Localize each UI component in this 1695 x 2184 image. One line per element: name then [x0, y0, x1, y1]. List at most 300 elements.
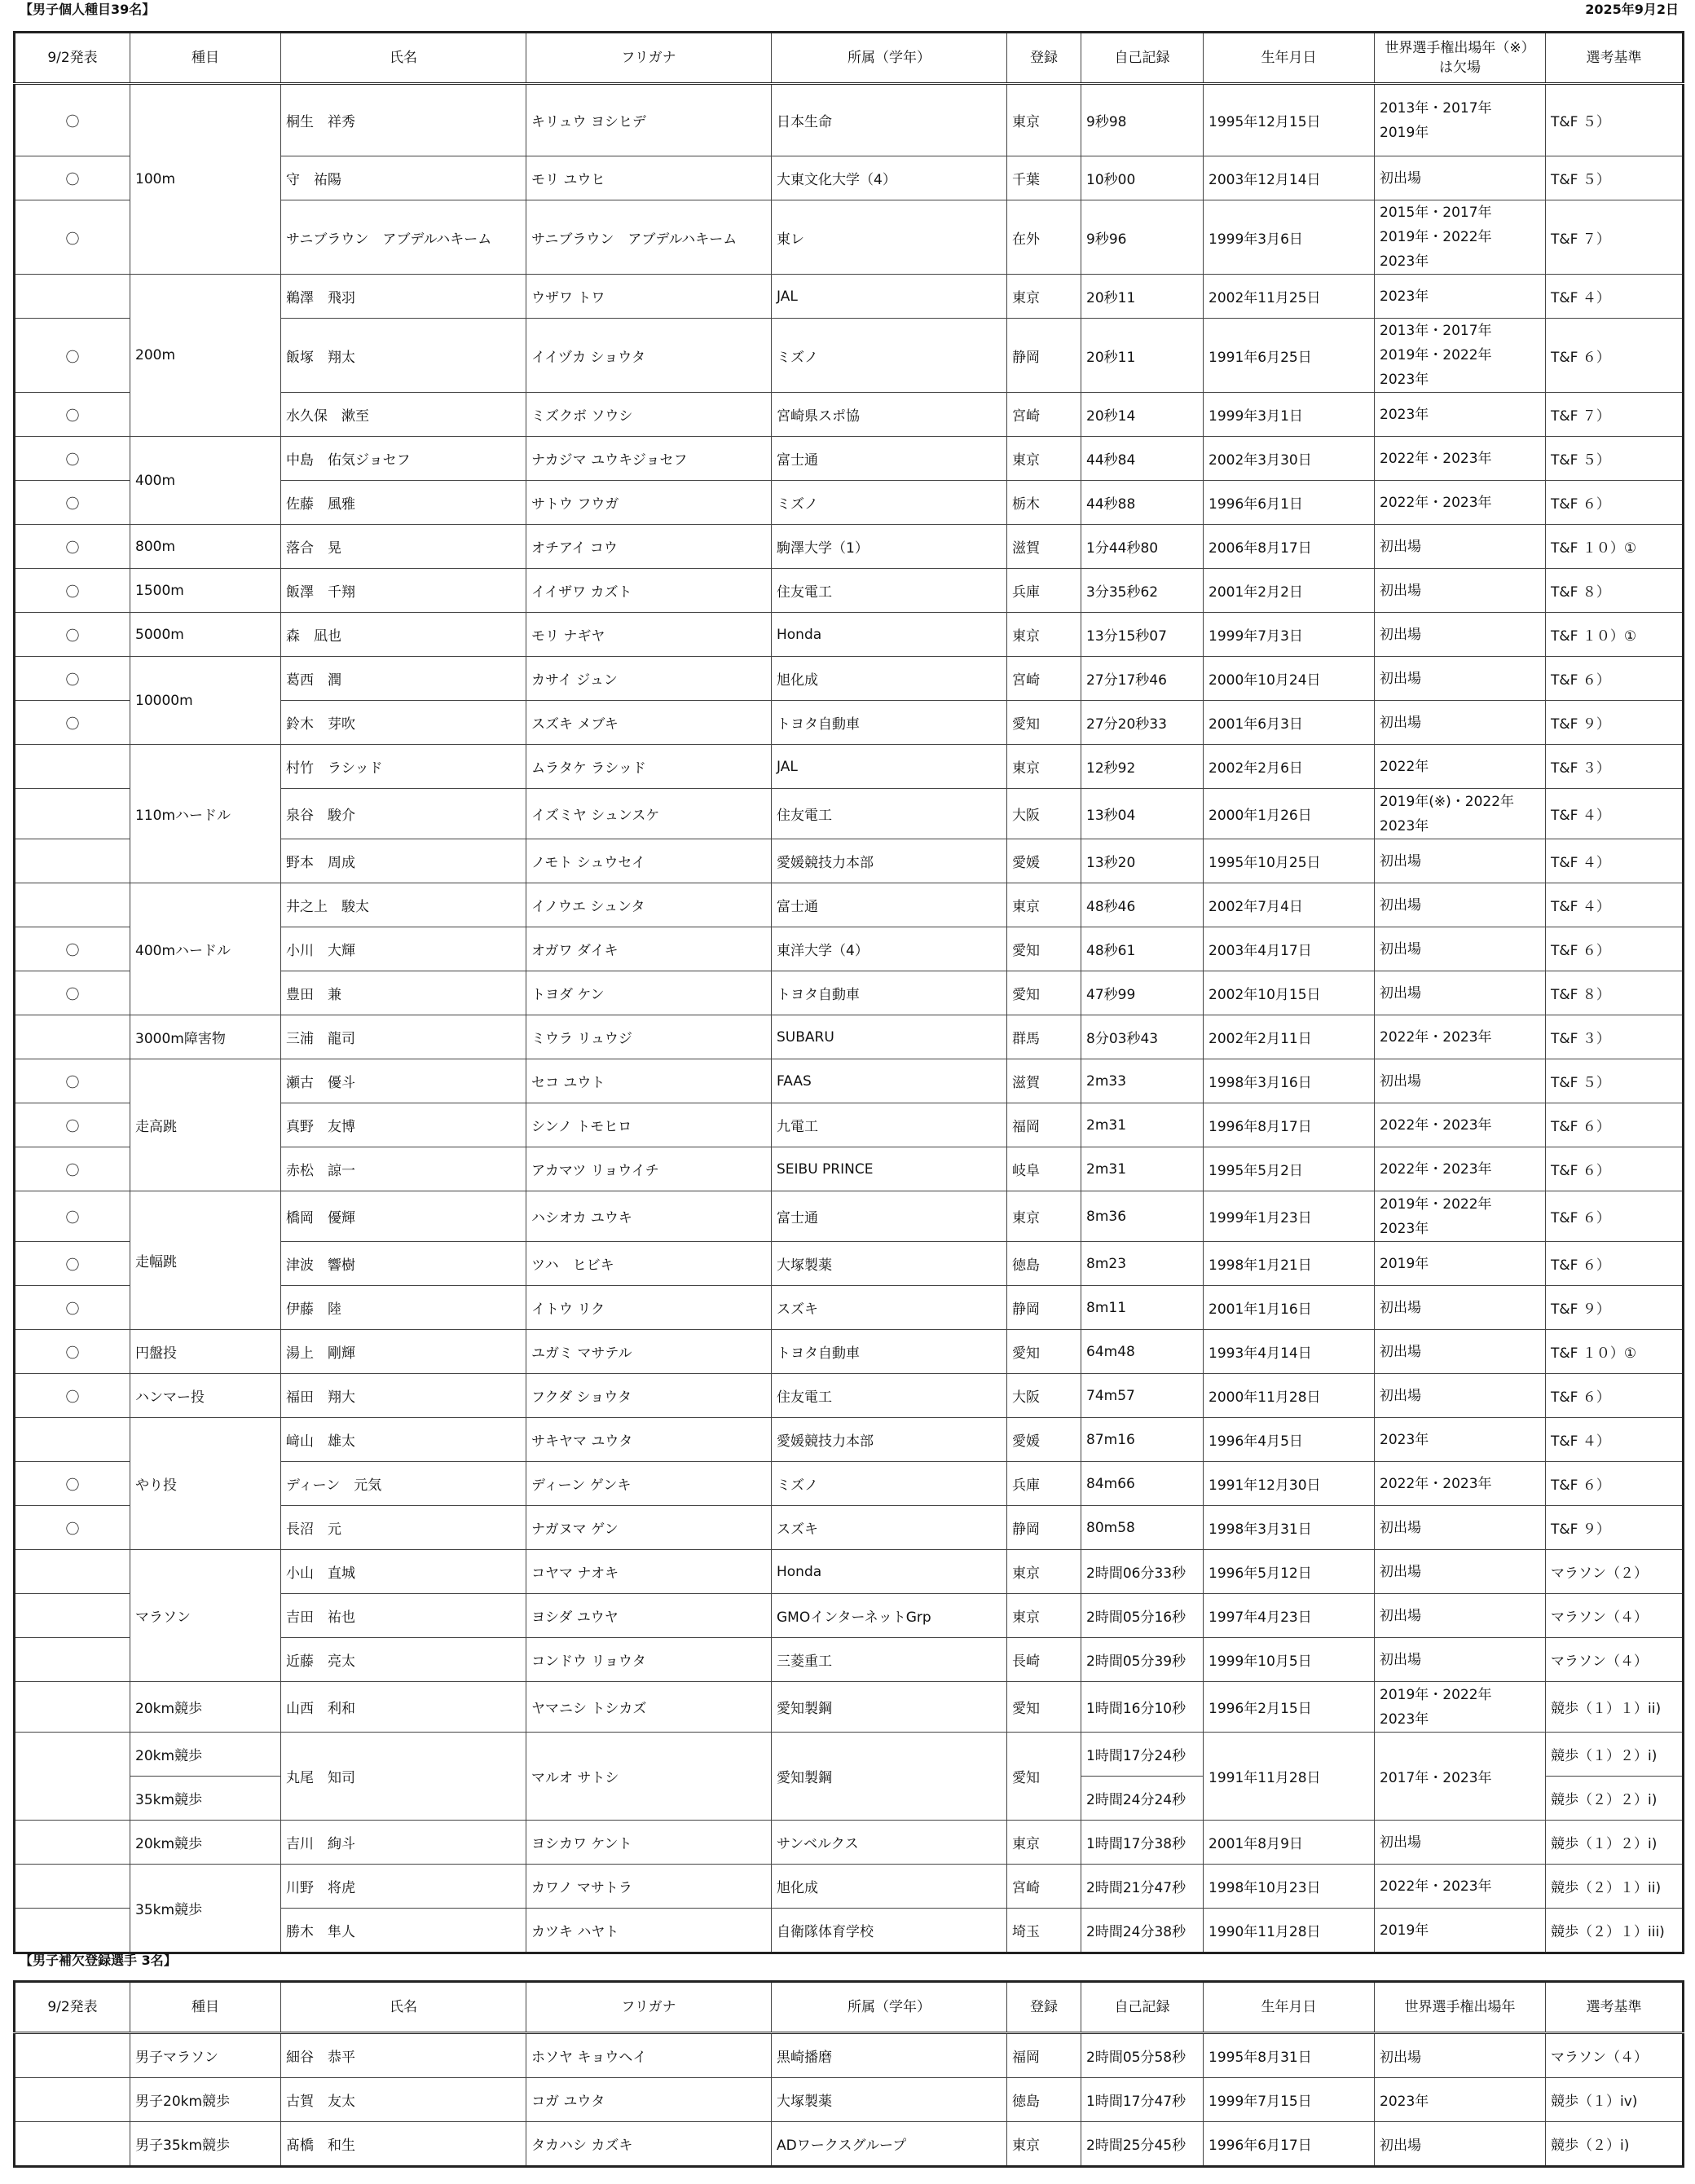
table-row [15, 569, 1684, 613]
athlete-name: 福田 翔大 [281, 1374, 526, 1418]
header-name: 氏名 [281, 1982, 526, 2033]
athlete-name: 桐生 祥秀 [281, 84, 526, 156]
athlete-name: 伊藤 陸 [281, 1286, 526, 1330]
wc-years: 初出場 [1375, 1059, 1546, 1103]
birthdate: 2002年3月30日 [1204, 437, 1375, 481]
header-announce: 9/2発表 [15, 33, 130, 84]
personal-best: 20秒14 [1081, 393, 1204, 437]
athlete-kana: ヤマニシ トシカズ [526, 1682, 772, 1733]
athlete-affiliation: ミズノ [772, 481, 1007, 525]
athlete-affiliation: 愛知製鋼 [772, 1682, 1007, 1733]
table-row [15, 1418, 1684, 1462]
athlete-region: 兵庫 [1007, 569, 1081, 613]
wc-years: 初出場 [1375, 525, 1546, 569]
selection-criteria: 競歩（２）２）i) [1546, 1777, 1684, 1821]
personal-best: 84m66 [1081, 1462, 1204, 1506]
personal-best: 1時間17分47秒 [1081, 2078, 1204, 2122]
wc-years: 初出場 [1375, 613, 1546, 657]
selection-criteria: T&F ６） [1546, 319, 1684, 393]
reserve-row [15, 2122, 1684, 2167]
selection-criteria: T&F ６） [1546, 1242, 1684, 1286]
athlete-kana: モリ ナギヤ [526, 613, 772, 657]
athlete-region: 東京 [1007, 1594, 1081, 1638]
announce-mark: 〇 [15, 1191, 130, 1242]
athlete-kana: サキヤマ ユウタ [526, 1418, 772, 1462]
birthdate: 2001年6月3日 [1204, 701, 1375, 745]
personal-best: 1時間16分10秒 [1081, 1682, 1204, 1733]
athlete-kana: ノモト シュウセイ [526, 839, 772, 883]
birthdate: 1998年1月21日 [1204, 1242, 1375, 1286]
selection-criteria: T&F ４） [1546, 789, 1684, 839]
athlete-affiliation: 日本生命 [772, 84, 1007, 156]
athlete-name: 丸尾 知司 [281, 1733, 526, 1821]
wc-years: 初出場 [1375, 839, 1546, 883]
athlete-kana: フクダ ショウタ [526, 1374, 772, 1418]
athlete-affiliation: サンベルクス [772, 1821, 1007, 1865]
personal-best: 44秒88 [1081, 481, 1204, 525]
table-row [15, 1059, 1684, 1103]
athlete-kana: アカマツ リョウイチ [526, 1147, 772, 1191]
athlete-name: 中島 佑気ジョセフ [281, 437, 526, 481]
wc-years: 2023年 [1375, 1418, 1546, 1462]
personal-best: 2時間05分16秒 [1081, 1594, 1204, 1638]
wc-years: 初出場 [1375, 1506, 1546, 1550]
wc-years: 初出場 [1375, 883, 1546, 927]
selection-criteria: T&F ４） [1546, 275, 1684, 319]
athlete-affiliation: 自衛隊体育学校 [772, 1909, 1007, 1953]
wc-years: 初出場 [1375, 1550, 1546, 1594]
table-row [15, 525, 1684, 569]
athlete-region: 徳島 [1007, 1242, 1081, 1286]
athlete-affiliation: 住友電工 [772, 569, 1007, 613]
athlete-name: 勝木 隼人 [281, 1909, 526, 1953]
selection-criteria: T&F ８） [1546, 569, 1684, 613]
athlete-name: 飯澤 千翔 [281, 569, 526, 613]
athlete-affiliation: 富士通 [772, 437, 1007, 481]
header-birthdate: 生年月日 [1204, 33, 1375, 84]
selection-criteria: T&F １０）① [1546, 1330, 1684, 1374]
athlete-affiliation: 東レ [772, 200, 1007, 275]
athlete-region: 長崎 [1007, 1638, 1081, 1682]
athlete-region: 福岡 [1007, 2033, 1081, 2078]
selection-criteria: T&F ８） [1546, 971, 1684, 1015]
athlete-region: 大阪 [1007, 1374, 1081, 1418]
wc-years: 2023年 [1375, 2078, 1546, 2122]
athlete-name: 鵜澤 飛羽 [281, 275, 526, 319]
athlete-kana: キリュウ ヨシヒデ [526, 84, 772, 156]
athlete-region: 埼玉 [1007, 1909, 1081, 1953]
personal-best: 2m31 [1081, 1147, 1204, 1191]
table-row [15, 1550, 1684, 1594]
event-cell: やり投 [130, 1418, 281, 1550]
wc-years: 初出場 [1375, 2033, 1546, 2078]
selection-criteria: 競歩（１）２）i) [1546, 1733, 1684, 1777]
athlete-name: 森 凪也 [281, 613, 526, 657]
athlete-region: 兵庫 [1007, 1462, 1081, 1506]
athlete-affiliation: トヨタ自動車 [772, 1330, 1007, 1374]
birthdate: 1995年12月15日 [1204, 84, 1375, 156]
table-row [15, 1733, 1684, 1777]
athlete-kana: トヨダ ケン [526, 971, 772, 1015]
header-name: 氏名 [281, 33, 526, 84]
wc-years: 2022年・2023年 [1375, 1147, 1546, 1191]
athlete-affiliation: 東洋大学（4） [772, 927, 1007, 971]
selection-criteria: T&F ６） [1546, 1147, 1684, 1191]
wc-years: 初出場 [1375, 1286, 1546, 1330]
athlete-region: 福岡 [1007, 1103, 1081, 1147]
birthdate: 1991年6月25日 [1204, 319, 1375, 393]
birthdate: 1997年4月23日 [1204, 1594, 1375, 1638]
announce-mark: 〇 [15, 481, 130, 525]
event-cell: 円盤投 [130, 1330, 281, 1374]
selection-criteria: T&F ３） [1546, 745, 1684, 789]
birthdate: 2002年10月15日 [1204, 971, 1375, 1015]
reserve-header-row [15, 1982, 1684, 2033]
athlete-region: 東京 [1007, 1550, 1081, 1594]
announcement-date: 2025年9月2日 [1585, 2, 1679, 17]
event-cell: 110mハードル [130, 745, 281, 883]
selection-criteria: マラソン（４） [1546, 1594, 1684, 1638]
athlete-name: 津波 響樹 [281, 1242, 526, 1286]
header-personal-best: 自己記録 [1081, 1982, 1204, 2033]
athlete-region: 東京 [1007, 1821, 1081, 1865]
birthdate: 2003年4月17日 [1204, 927, 1375, 971]
athlete-kana: セコ ユウト [526, 1059, 772, 1103]
athlete-name: 守 祐陽 [281, 156, 526, 200]
announce-mark [15, 883, 130, 927]
selection-criteria: T&F １０）① [1546, 525, 1684, 569]
athlete-kana: タカハシ カズキ [526, 2122, 772, 2167]
event-cell: 1500m [130, 569, 281, 613]
birthdate: 1996年8月17日 [1204, 1103, 1375, 1147]
event-cell: 男子20km競歩 [130, 2078, 281, 2122]
athlete-name: 吉川 絢斗 [281, 1821, 526, 1865]
athlete-region: 大阪 [1007, 789, 1081, 839]
personal-best: 80m58 [1081, 1506, 1204, 1550]
personal-best: 27分20秒33 [1081, 701, 1204, 745]
athlete-affiliation: 住友電工 [772, 789, 1007, 839]
athlete-affiliation: FAAS [772, 1059, 1007, 1103]
birthdate: 2001年2月2日 [1204, 569, 1375, 613]
personal-best: 27分17秒46 [1081, 657, 1204, 701]
athlete-kana: ナガヌマ ゲン [526, 1506, 772, 1550]
athlete-kana: コンドウ リョウタ [526, 1638, 772, 1682]
birthdate: 1996年5月12日 [1204, 1550, 1375, 1594]
birthdate: 2002年2月6日 [1204, 745, 1375, 789]
table-row [15, 275, 1684, 319]
athlete-affiliation: ミズノ [772, 1462, 1007, 1506]
birthdate: 2000年10月24日 [1204, 657, 1375, 701]
reserve-section-title: 【男子補欠登録選手 3名】 [20, 1953, 177, 1968]
athlete-name: 鈴木 芽吹 [281, 701, 526, 745]
athlete-region: 愛知 [1007, 1682, 1081, 1733]
announce-mark [15, 2078, 130, 2122]
personal-best: 2時間25分45秒 [1081, 2122, 1204, 2167]
announce-mark: 〇 [15, 1286, 130, 1330]
athlete-kana: オガワ ダイキ [526, 927, 772, 971]
athlete-name: 古賀 友太 [281, 2078, 526, 2122]
announce-mark: 〇 [15, 1242, 130, 1286]
event-cell: 男子マラソン [130, 2033, 281, 2078]
athlete-affiliation: 富士通 [772, 883, 1007, 927]
personal-best: 8m11 [1081, 1286, 1204, 1330]
wc-years: 初出場 [1375, 1374, 1546, 1418]
athlete-affiliation: 黒崎播磨 [772, 2033, 1007, 2078]
selection-criteria: 競歩（１）１）ii) [1546, 1682, 1684, 1733]
personal-best: 3分35秒62 [1081, 569, 1204, 613]
selection-criteria: T&F ４） [1546, 1418, 1684, 1462]
athlete-name: 小山 直城 [281, 1550, 526, 1594]
wc-years: 2023年 [1375, 393, 1546, 437]
selection-criteria: T&F ９） [1546, 1506, 1684, 1550]
announce-mark: 〇 [15, 156, 130, 200]
announce-mark: 〇 [15, 1462, 130, 1506]
athlete-kana: イズミヤ シュンスケ [526, 789, 772, 839]
table-row [15, 84, 1684, 156]
athlete-name: 井之上 駿太 [281, 883, 526, 927]
birthdate: 1993年4月14日 [1204, 1330, 1375, 1374]
table-row [15, 1682, 1684, 1733]
birthdate: 2002年2月11日 [1204, 1015, 1375, 1059]
wc-years: 初出場 [1375, 569, 1546, 613]
table-row [15, 1821, 1684, 1865]
athlete-affiliation: SUBARU [772, 1015, 1007, 1059]
birthdate: 1998年3月16日 [1204, 1059, 1375, 1103]
athlete-region: 群馬 [1007, 1015, 1081, 1059]
athlete-kana: ユガミ マサテル [526, 1330, 772, 1374]
athlete-region: 東京 [1007, 613, 1081, 657]
personal-best: 13分15秒07 [1081, 613, 1204, 657]
personal-best: 20秒11 [1081, 275, 1204, 319]
table-row [15, 745, 1684, 789]
event-cell: 200m [130, 275, 281, 437]
birthdate: 1998年3月31日 [1204, 1506, 1375, 1550]
selection-criteria: T&F ４） [1546, 883, 1684, 927]
athlete-affiliation: 三菱重工 [772, 1638, 1007, 1682]
athlete-name: 川野 将虎 [281, 1865, 526, 1909]
wc-years: 2022年・2023年 [1375, 437, 1546, 481]
athlete-name: ディーン 元気 [281, 1462, 526, 1506]
athlete-kana: オチアイ コウ [526, 525, 772, 569]
selection-criteria: T&F ４） [1546, 839, 1684, 883]
birthdate: 1999年1月23日 [1204, 1191, 1375, 1242]
athlete-kana: ウザワ トワ [526, 275, 772, 319]
athlete-name: 泉谷 駿介 [281, 789, 526, 839]
athlete-kana: ディーン ゲンキ [526, 1462, 772, 1506]
athlete-region: 愛知 [1007, 971, 1081, 1015]
event-cell: マラソン [130, 1550, 281, 1682]
announce-mark [15, 1594, 130, 1638]
announce-mark: 〇 [15, 1506, 130, 1550]
wc-years: 初出場 [1375, 1330, 1546, 1374]
table-row [15, 1015, 1684, 1059]
birthdate: 1996年2月15日 [1204, 1682, 1375, 1733]
table-row [15, 613, 1684, 657]
personal-best: 2時間24分38秒 [1081, 1909, 1204, 1953]
athlete-region: 愛知 [1007, 1733, 1081, 1821]
event-cell: 35km競歩 [130, 1777, 281, 1821]
personal-best: 2時間24分24秒 [1081, 1777, 1204, 1821]
athlete-kana: モリ ユウヒ [526, 156, 772, 200]
athlete-name: 長沼 元 [281, 1506, 526, 1550]
athlete-region: 徳島 [1007, 2078, 1081, 2122]
athlete-region: 滋賀 [1007, 1059, 1081, 1103]
athlete-region: 愛媛 [1007, 839, 1081, 883]
selection-criteria: マラソン（４） [1546, 1638, 1684, 1682]
athlete-name: 瀬古 優斗 [281, 1059, 526, 1103]
athlete-affiliation: 大東文化大学（4） [772, 156, 1007, 200]
personal-best: 8m36 [1081, 1191, 1204, 1242]
athlete-region: 東京 [1007, 437, 1081, 481]
announce-mark: 〇 [15, 1330, 130, 1374]
personal-best: 47秒99 [1081, 971, 1204, 1015]
selection-criteria: T&F ５） [1546, 156, 1684, 200]
selection-criteria: 競歩（２）i) [1546, 2122, 1684, 2167]
wc-years: 2023年 [1375, 275, 1546, 319]
table-row [15, 1191, 1684, 1242]
personal-best: 10秒00 [1081, 156, 1204, 200]
wc-years: 初出場 [1375, 2122, 1546, 2167]
birthdate: 1998年10月23日 [1204, 1865, 1375, 1909]
table-row [15, 657, 1684, 701]
personal-best: 8m23 [1081, 1242, 1204, 1286]
athlete-affiliation: スズキ [772, 1286, 1007, 1330]
personal-best: 2m33 [1081, 1059, 1204, 1103]
wc-years: 2019年(※)・2022年 2023年 [1375, 789, 1546, 839]
wc-years: 初出場 [1375, 971, 1546, 1015]
birthdate: 1995年5月2日 [1204, 1147, 1375, 1191]
event-cell: 20km競歩 [130, 1821, 281, 1865]
athlete-kana: カサイ ジュン [526, 657, 772, 701]
athlete-name: 佐藤 風雅 [281, 481, 526, 525]
athlete-region: 東京 [1007, 883, 1081, 927]
header-personal-best: 自己記録 [1081, 33, 1204, 84]
athlete-kana: ハシオカ ユウキ [526, 1191, 772, 1242]
athlete-name: 村竹 ラシッド [281, 745, 526, 789]
announce-mark: 〇 [15, 319, 130, 393]
announce-mark [15, 1682, 130, 1733]
birthdate: 2002年7月4日 [1204, 883, 1375, 927]
athlete-region: 東京 [1007, 1191, 1081, 1242]
athlete-kana: ナカジマ ユウキジョセフ [526, 437, 772, 481]
birthdate: 1999年3月6日 [1204, 200, 1375, 275]
announce-mark: 〇 [15, 971, 130, 1015]
selection-criteria: T&F ７） [1546, 393, 1684, 437]
announce-mark: 〇 [15, 613, 130, 657]
main-athlete-table [13, 31, 1684, 1954]
announce-mark: 〇 [15, 1103, 130, 1147]
selection-criteria: T&F ６） [1546, 1374, 1684, 1418]
athlete-kana: コヤマ ナオキ [526, 1550, 772, 1594]
announce-mark [15, 1550, 130, 1594]
wc-years: 2015年・2017年 2019年・2022年 2023年 [1375, 200, 1546, 275]
wc-years: 2013年・2017年 2019年 [1375, 84, 1546, 156]
wc-years: 2022年・2023年 [1375, 1015, 1546, 1059]
wc-years: 2022年・2023年 [1375, 1462, 1546, 1506]
personal-best: 44秒84 [1081, 437, 1204, 481]
announce-mark: 〇 [15, 437, 130, 481]
athlete-kana: ミズクボ ソウシ [526, 393, 772, 437]
athlete-affiliation: ADワークスグループ [772, 2122, 1007, 2167]
event-cell: 走幅跳 [130, 1191, 281, 1330]
athlete-region: 愛媛 [1007, 1418, 1081, 1462]
athlete-region: 静岡 [1007, 1506, 1081, 1550]
header-region: 登録 [1007, 1982, 1081, 2033]
announce-mark: 〇 [15, 1374, 130, 1418]
athlete-name: 細谷 恭平 [281, 2033, 526, 2078]
announce-mark [15, 839, 130, 883]
personal-best: 1時間17分38秒 [1081, 1821, 1204, 1865]
athlete-kana: サニブラウン アブデルハキーム [526, 200, 772, 275]
wc-years: 初出場 [1375, 701, 1546, 745]
announce-mark: 〇 [15, 927, 130, 971]
personal-best: 2時間06分33秒 [1081, 1550, 1204, 1594]
athlete-affiliation: スズキ [772, 1506, 1007, 1550]
event-cell: 35km競歩 [130, 1865, 281, 1953]
wc-years: 2022年・2023年 [1375, 1103, 1546, 1147]
selection-criteria: T&F ５） [1546, 1059, 1684, 1103]
athlete-name: 真野 友博 [281, 1103, 526, 1147]
athlete-affiliation: トヨタ自動車 [772, 701, 1007, 745]
athlete-affiliation: GMOインターネットGrp [772, 1594, 1007, 1638]
selection-criteria: 競歩（２）１）iii) [1546, 1909, 1684, 1953]
selection-criteria: マラソン（４） [1546, 2033, 1684, 2078]
selection-criteria: T&F ６） [1546, 1191, 1684, 1242]
personal-best: 9秒96 [1081, 200, 1204, 275]
personal-best: 1分44秒80 [1081, 525, 1204, 569]
announce-mark: 〇 [15, 569, 130, 613]
birthdate: 1999年10月5日 [1204, 1638, 1375, 1682]
athlete-name: 湯上 剛輝 [281, 1330, 526, 1374]
header-kana: フリガナ [526, 1982, 772, 2033]
personal-best: 87m16 [1081, 1418, 1204, 1462]
personal-best: 13秒20 [1081, 839, 1204, 883]
announce-mark [15, 745, 130, 789]
table-row [15, 437, 1684, 481]
athlete-name: 近藤 亮太 [281, 1638, 526, 1682]
athlete-affiliation: Honda [772, 613, 1007, 657]
selection-criteria: マラソン（２） [1546, 1550, 1684, 1594]
athlete-affiliation: ミズノ [772, 319, 1007, 393]
birthdate: 1996年6月17日 [1204, 2122, 1375, 2167]
selection-criteria: 競歩（１）iv) [1546, 2078, 1684, 2122]
event-cell: 400m [130, 437, 281, 525]
personal-best: 2時間05分39秒 [1081, 1638, 1204, 1682]
selection-criteria: T&F ５） [1546, 84, 1684, 156]
athlete-affiliation: 宮崎県スポ協 [772, 393, 1007, 437]
athlete-region: 滋賀 [1007, 525, 1081, 569]
athlete-region: 東京 [1007, 2122, 1081, 2167]
athlete-kana: スズキ メブキ [526, 701, 772, 745]
header-region: 登録 [1007, 33, 1081, 84]
athlete-affiliation: 愛媛競技力本部 [772, 839, 1007, 883]
athlete-affiliation: 駒澤大学（1） [772, 525, 1007, 569]
announce-mark [15, 1733, 130, 1821]
announce-mark [15, 1015, 130, 1059]
birthdate: 1999年7月3日 [1204, 613, 1375, 657]
athlete-kana: イトウ リク [526, 1286, 772, 1330]
athlete-affiliation: 九電工 [772, 1103, 1007, 1147]
header-birthdate: 生年月日 [1204, 1982, 1375, 2033]
athlete-kana: マルオ サトシ [526, 1733, 772, 1821]
wc-years: 2013年・2017年 2019年・2022年 2023年 [1375, 319, 1546, 393]
birthdate: 1996年4月5日 [1204, 1418, 1375, 1462]
birthdate: 1999年3月1日 [1204, 393, 1375, 437]
athlete-kana: ミウラ リュウジ [526, 1015, 772, 1059]
athlete-region: 千葉 [1007, 156, 1081, 200]
announce-mark [15, 2033, 130, 2078]
athlete-affiliation: 住友電工 [772, 1374, 1007, 1418]
